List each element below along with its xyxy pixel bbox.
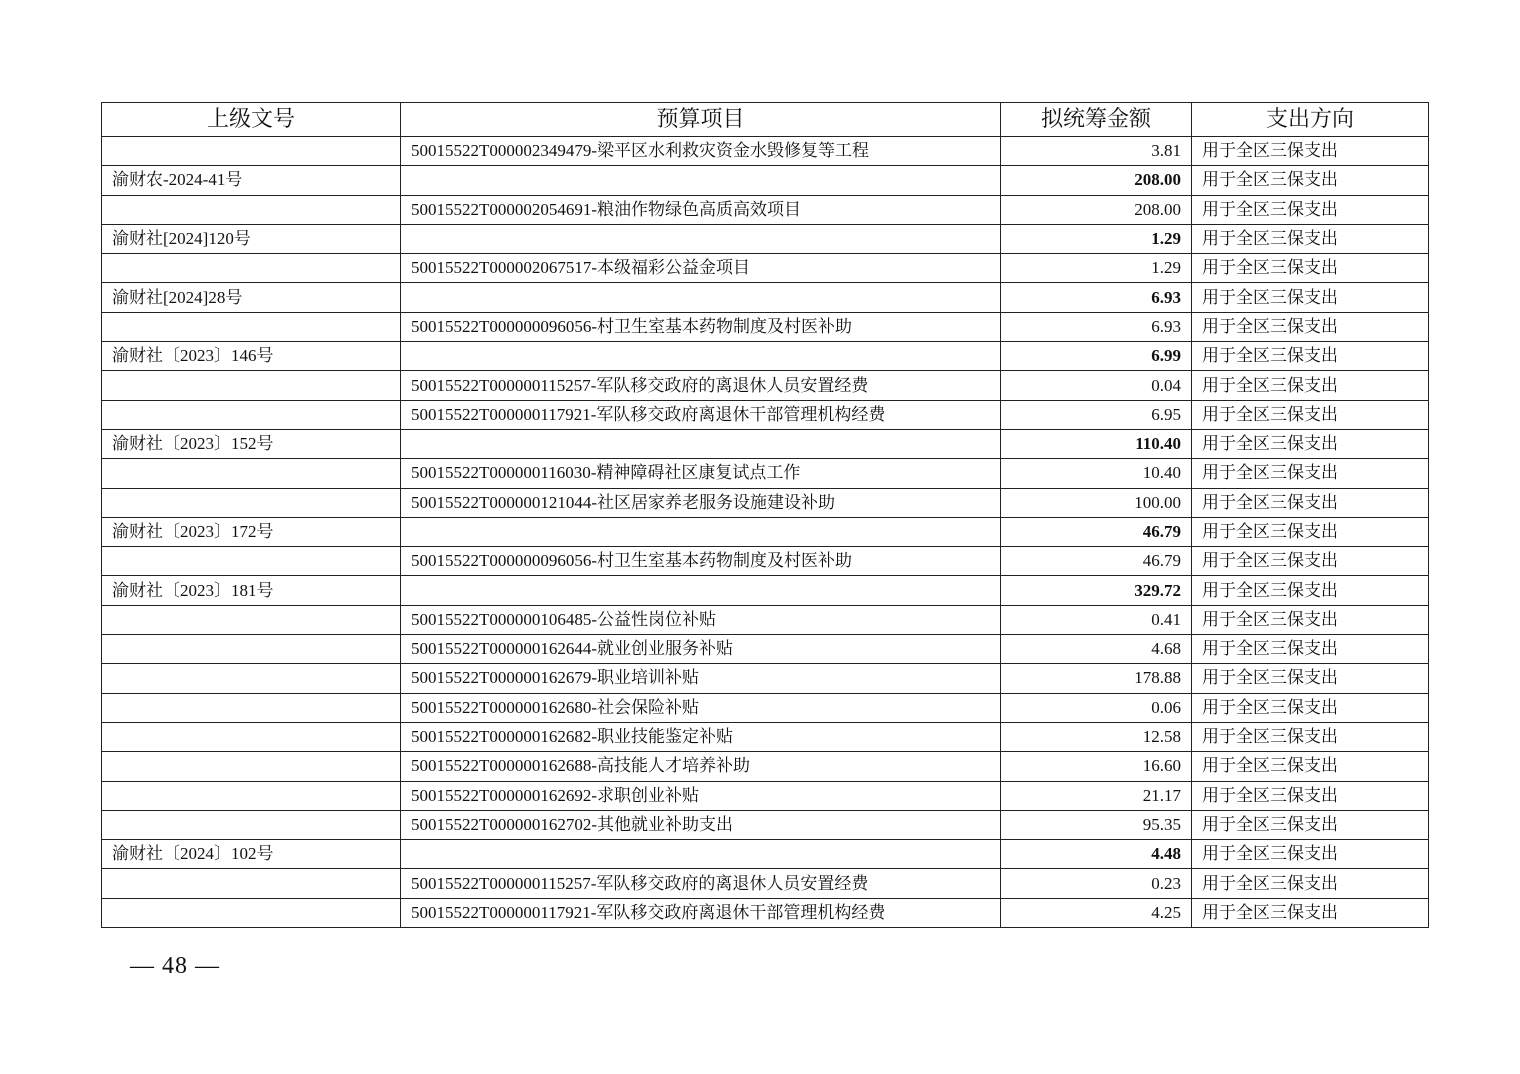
project-cell: [401, 283, 1001, 312]
group-row: [102, 342, 1429, 371]
doc-number-cell: 渝财社〔2023〕181号: [102, 576, 401, 605]
amount-cell: 1.29: [1001, 224, 1192, 253]
direction-cell: 用于全区三保支出: [1192, 547, 1429, 576]
doc-number-cell: [102, 810, 401, 839]
project-cell: 50015522T000002349479-梁平区水利救灾资金水毁修复等工程: [401, 137, 1001, 166]
doc-number-cell: 渝财农-2024-41号: [102, 166, 401, 195]
amount-cell: 329.72: [1001, 576, 1192, 605]
doc-number-cell: [102, 254, 401, 283]
amount-cell: 208.00: [1001, 166, 1192, 195]
project-cell: 50015522T000000162682-职业技能鉴定补贴: [401, 722, 1001, 751]
direction-cell: 用于全区三保支出: [1192, 664, 1429, 693]
direction-cell: 用于全区三保支出: [1192, 283, 1429, 312]
direction-cell: 用于全区三保支出: [1192, 224, 1429, 253]
group-row: [102, 283, 1429, 312]
doc-number-cell: [102, 459, 401, 488]
amount-cell: 0.06: [1001, 693, 1192, 722]
direction-cell: 用于全区三保支出: [1192, 635, 1429, 664]
doc-number-cell: [102, 752, 401, 781]
table-row: [102, 371, 1429, 400]
project-cell: 50015522T000000096056-村卫生室基本药物制度及村医补助: [401, 312, 1001, 341]
direction-cell: 用于全区三保支出: [1192, 605, 1429, 634]
amount-cell: 12.58: [1001, 722, 1192, 751]
amount-cell: 16.60: [1001, 752, 1192, 781]
header-direction: 支出方向: [1192, 103, 1429, 137]
amount-cell: 46.79: [1001, 517, 1192, 546]
project-cell: [401, 840, 1001, 869]
doc-number-cell: [102, 898, 401, 927]
direction-cell: 用于全区三保支出: [1192, 576, 1429, 605]
table-row: [102, 898, 1429, 927]
project-cell: 50015522T000000162679-职业培训补贴: [401, 664, 1001, 693]
project-cell: 50015522T000000106485-公益性岗位补贴: [401, 605, 1001, 634]
amount-cell: 0.41: [1001, 605, 1192, 634]
table-row: [102, 547, 1429, 576]
table-row: [102, 693, 1429, 722]
group-row: [102, 517, 1429, 546]
direction-cell: 用于全区三保支出: [1192, 400, 1429, 429]
header-row: [102, 103, 1429, 137]
direction-cell: 用于全区三保支出: [1192, 312, 1429, 341]
table-row: [102, 312, 1429, 341]
doc-number-cell: [102, 781, 401, 810]
direction-cell: 用于全区三保支出: [1192, 693, 1429, 722]
direction-cell: 用于全区三保支出: [1192, 137, 1429, 166]
amount-cell: 95.35: [1001, 810, 1192, 839]
project-cell: [401, 224, 1001, 253]
project-cell: 50015522T000000115257-军队移交政府的离退休人员安置经费: [401, 869, 1001, 898]
amount-cell: 0.04: [1001, 371, 1192, 400]
amount-cell: 0.23: [1001, 869, 1192, 898]
table-row: [102, 137, 1429, 166]
doc-number-cell: [102, 488, 401, 517]
project-cell: 50015522T000002067517-本级福彩公益金项目: [401, 254, 1001, 283]
table-row: [102, 254, 1429, 283]
group-row: [102, 224, 1429, 253]
table-row: [102, 810, 1429, 839]
table-row: [102, 752, 1429, 781]
project-cell: 50015522T000000116030-精神障碍社区康复试点工作: [401, 459, 1001, 488]
project-cell: 50015522T000000162644-就业创业服务补贴: [401, 635, 1001, 664]
project-cell: [401, 166, 1001, 195]
doc-number-cell: 渝财社〔2023〕172号: [102, 517, 401, 546]
table-row: [102, 781, 1429, 810]
doc-number-cell: 渝财社〔2023〕146号: [102, 342, 401, 371]
project-cell: [401, 429, 1001, 458]
amount-cell: 6.93: [1001, 312, 1192, 341]
project-cell: 50015522T000000121044-社区居家养老服务设施建设补助: [401, 488, 1001, 517]
doc-number-cell: [102, 605, 401, 634]
doc-number-cell: 渝财社[2024]28号: [102, 283, 401, 312]
amount-cell: 208.00: [1001, 195, 1192, 224]
direction-cell: 用于全区三保支出: [1192, 781, 1429, 810]
direction-cell: 用于全区三保支出: [1192, 488, 1429, 517]
doc-number-cell: [102, 371, 401, 400]
project-cell: 50015522T000000096056-村卫生室基本药物制度及村医补助: [401, 547, 1001, 576]
budget-table: [101, 102, 1429, 928]
amount-cell: 4.48: [1001, 840, 1192, 869]
amount-cell: 6.95: [1001, 400, 1192, 429]
table-row: [102, 664, 1429, 693]
doc-number-cell: [102, 400, 401, 429]
doc-number-cell: 渝财社〔2023〕152号: [102, 429, 401, 458]
group-row: [102, 840, 1429, 869]
direction-cell: 用于全区三保支出: [1192, 840, 1429, 869]
direction-cell: 用于全区三保支出: [1192, 722, 1429, 751]
amount-cell: 100.00: [1001, 488, 1192, 517]
direction-cell: 用于全区三保支出: [1192, 752, 1429, 781]
direction-cell: 用于全区三保支出: [1192, 898, 1429, 927]
amount-cell: 6.93: [1001, 283, 1192, 312]
amount-cell: 46.79: [1001, 547, 1192, 576]
doc-number-cell: 渝财社〔2024〕102号: [102, 840, 401, 869]
doc-number-cell: [102, 547, 401, 576]
direction-cell: 用于全区三保支出: [1192, 342, 1429, 371]
table-row: [102, 195, 1429, 224]
table-row: [102, 400, 1429, 429]
doc-number-cell: [102, 635, 401, 664]
group-row: [102, 576, 1429, 605]
project-cell: [401, 517, 1001, 546]
doc-number-cell: [102, 664, 401, 693]
table-row: [102, 722, 1429, 751]
project-cell: 50015522T000000115257-军队移交政府的离退休人员安置经费: [401, 371, 1001, 400]
doc-number-cell: [102, 195, 401, 224]
amount-cell: 4.25: [1001, 898, 1192, 927]
header-budget-project: 预算项目: [401, 103, 1001, 137]
amount-cell: 6.99: [1001, 342, 1192, 371]
project-cell: 50015522T000000117921-军队移交政府离退休干部管理机构经费: [401, 400, 1001, 429]
group-row: [102, 166, 1429, 195]
table-row: [102, 635, 1429, 664]
project-cell: 50015522T000000162692-求职创业补贴: [401, 781, 1001, 810]
table-row: [102, 869, 1429, 898]
amount-cell: 21.17: [1001, 781, 1192, 810]
amount-cell: 178.88: [1001, 664, 1192, 693]
page-number: — 48 —: [130, 953, 220, 979]
amount-cell: 110.40: [1001, 429, 1192, 458]
table-row: [102, 605, 1429, 634]
amount-cell: 4.68: [1001, 635, 1192, 664]
project-cell: [401, 342, 1001, 371]
project-cell: 50015522T000000162680-社会保险补贴: [401, 693, 1001, 722]
project-cell: 50015522T000000162688-高技能人才培养补助: [401, 752, 1001, 781]
direction-cell: 用于全区三保支出: [1192, 166, 1429, 195]
table-row: [102, 459, 1429, 488]
direction-cell: 用于全区三保支出: [1192, 517, 1429, 546]
direction-cell: 用于全区三保支出: [1192, 371, 1429, 400]
project-cell: 50015522T000000117921-军队移交政府离退休干部管理机构经费: [401, 898, 1001, 927]
amount-cell: 1.29: [1001, 254, 1192, 283]
direction-cell: 用于全区三保支出: [1192, 254, 1429, 283]
project-cell: [401, 576, 1001, 605]
project-cell: 50015522T000002054691-粮油作物绿色高质高效项目: [401, 195, 1001, 224]
header-amount: 拟统筹金额: [1001, 103, 1192, 137]
amount-cell: 3.81: [1001, 137, 1192, 166]
direction-cell: 用于全区三保支出: [1192, 459, 1429, 488]
doc-number-cell: [102, 312, 401, 341]
project-cell: 50015522T000000162702-其他就业补助支出: [401, 810, 1001, 839]
doc-number-cell: [102, 693, 401, 722]
amount-cell: 10.40: [1001, 459, 1192, 488]
doc-number-cell: 渝财社[2024]120号: [102, 224, 401, 253]
doc-number-cell: [102, 722, 401, 751]
direction-cell: 用于全区三保支出: [1192, 429, 1429, 458]
table-body: [102, 137, 1429, 928]
doc-number-cell: [102, 137, 401, 166]
direction-cell: 用于全区三保支出: [1192, 810, 1429, 839]
header-doc-number: 上级文号: [102, 103, 401, 137]
group-row: [102, 429, 1429, 458]
doc-number-cell: [102, 869, 401, 898]
table-row: [102, 488, 1429, 517]
direction-cell: 用于全区三保支出: [1192, 869, 1429, 898]
direction-cell: 用于全区三保支出: [1192, 195, 1429, 224]
